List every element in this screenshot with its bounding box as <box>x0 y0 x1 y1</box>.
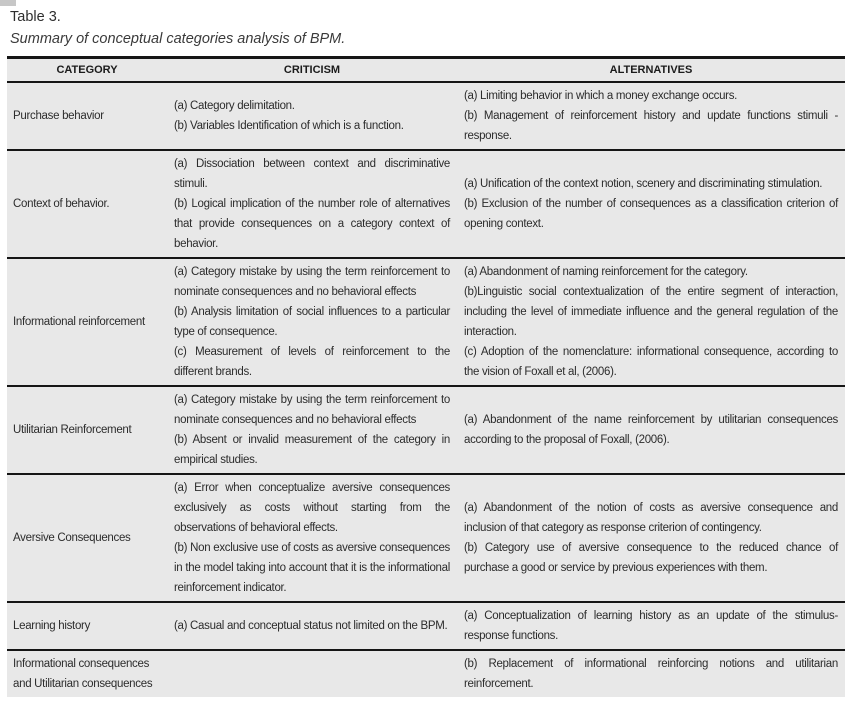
category-cell: Purchase behavior <box>7 82 167 150</box>
criticism-cell: (a) Category mistake by using the term reinforcement to nominate consequences and no behavioral effects (b) Absent or invalid measurement of the category in empirical studies. <box>167 386 457 474</box>
criticism-cell: (a) Error when conceptualize aversive consequences exclusively as costs without starting from the observations of behavioral effects. (b) Non exclusive use of costs as aversive consequences in the model taking into account that it is the informational reinforcement indicator. <box>167 474 457 602</box>
table-header <box>7 58 845 83</box>
criticism-cell: (a) Category mistake by using the term reinforcement to nominate consequences and no behavioral effects (b) Analysis limitation of social influences to a particular type of consequence. (c) Measurement of levels of reinforcement to the different brands. <box>167 258 457 386</box>
bpm-summary-table <box>7 56 845 697</box>
scan-artifact <box>0 0 16 6</box>
alternatives-cell: (a) Abandonment of the name reinforcement by utilitarian consequences according to the proposal of Foxall, (2006). <box>457 386 845 474</box>
table-body <box>7 82 845 697</box>
table-row <box>7 474 845 602</box>
category-cell: Aversive Consequences <box>7 474 167 602</box>
category-cell: Informational reinforcement <box>7 258 167 386</box>
column-header-category: CATEGORY <box>7 58 167 83</box>
table-row <box>7 386 845 474</box>
criticism-cell <box>167 650 457 697</box>
table-caption <box>0 0 852 53</box>
column-header-criticism: CRITICISM <box>167 58 457 83</box>
column-header-alternatives: ALTERNATIVES <box>457 58 845 83</box>
category-cell: Context of behavior. <box>7 150 167 258</box>
header-row <box>7 58 845 83</box>
table-number: Table 3. <box>10 9 61 25</box>
alternatives-cell: (a) Unification of the context notion, scenery and discriminating stimulation. (b) Exclusion of the number of consequences as a classification criterion of opening context. <box>457 150 845 258</box>
category-cell: Informational consequences and Utilitarian consequences <box>13 658 153 690</box>
alternatives-cell: (a) Abandonment of the notion of costs as aversive consequence and inclusion of that category as response criterion of contingency. (b) Category use of aversive consequence to the reduced chance of purchase a good or service by previous experiences with them. <box>457 474 845 602</box>
table-title: Summary of conceptual categories analysis of BPM. <box>10 31 346 47</box>
criticism-cell: (a) Category delimitation. (b) Variables Identification of which is a function. <box>167 82 457 150</box>
table-row <box>7 150 845 258</box>
table-row <box>7 602 845 650</box>
table-row <box>7 650 845 697</box>
category-cell: Learning history <box>7 602 167 650</box>
category-cell: Utilitarian Reinforcement <box>7 386 167 474</box>
criticism-cell: (a) Casual and conceptual status not limited on the BPM. <box>167 602 457 650</box>
alternatives-cell: (b) Replacement of informational reinforcing notions and utilitarian reinforcement. <box>464 658 838 690</box>
alternatives-cell: (a) Abandonment of naming reinforcement for the category. (b)Linguistic social contextualization of the entire segment of interaction, including the level of immediate influence and the general regulation of the interaction. (c) Adoption of the nomenclature: informational consequence, according to the vision of Foxall et al, (2006). <box>457 258 845 386</box>
alternatives-cell: (a) Limiting behavior in which a money exchange occurs. (b) Management of reinforcement history and update functions stimuli - response. <box>457 82 845 150</box>
table-row <box>7 258 845 386</box>
alternatives-cell: (a) Conceptualization of learning history as an update of the stimulus-response functions. <box>457 602 845 650</box>
table-row <box>7 82 845 150</box>
criticism-cell: (a) Dissociation between context and discriminative stimuli. (b) Logical implication of the number role of alternatives that provide consequences on a category context of behavior. <box>167 150 457 258</box>
